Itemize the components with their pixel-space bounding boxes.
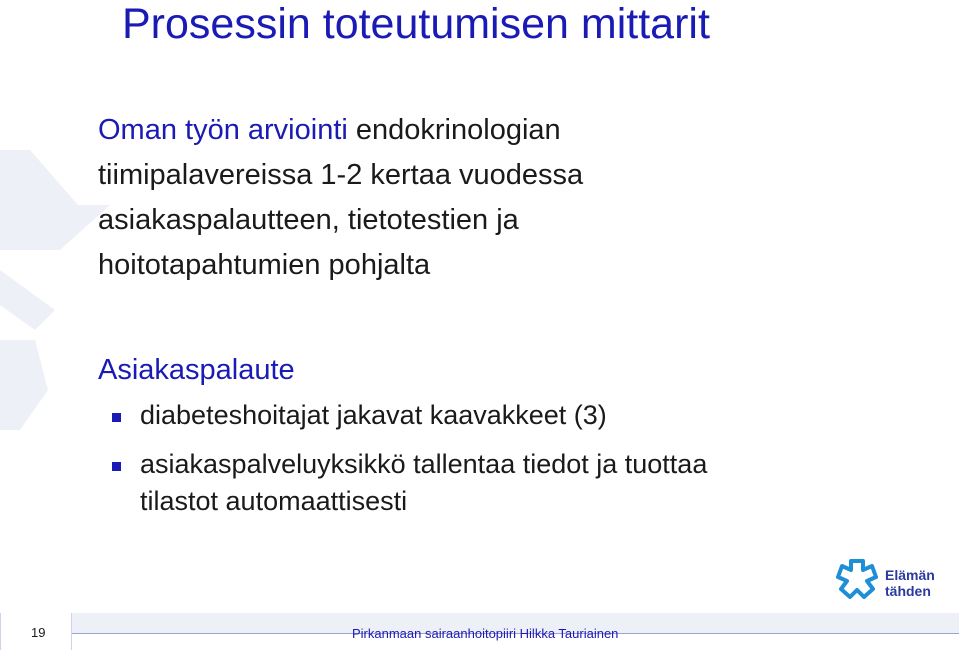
bullet-line: tilastot automaattisesti: [140, 486, 408, 516]
logo-line: Elämän: [885, 567, 935, 583]
footer: [0, 613, 959, 650]
bullet-list: [106, 397, 707, 532]
bullet-item: [106, 446, 707, 520]
footer-credit: [352, 626, 618, 641]
intro-paragraph: [98, 108, 583, 288]
bullet-item: [106, 397, 707, 434]
intro-highlight: Oman työn arviointi: [98, 114, 348, 146]
square-bullet-icon: [112, 413, 121, 422]
page-number: 19: [31, 625, 46, 640]
bullet-line: diabeteshoitajat jakavat kaavakkeet (3): [140, 400, 607, 430]
logo-text: [885, 567, 935, 599]
bullet-line: asiakaspalveluyksikkö tallentaa tiedot ja tuottaa: [140, 449, 708, 479]
intro-line: hoitotapahtumien pohjalta: [98, 249, 431, 281]
intro-line: [98, 108, 583, 153]
square-bullet-icon: [112, 462, 121, 471]
footer-org: Pirkanmaan sairaanhoitopiiri: [352, 626, 517, 641]
subheading: Asiakaspalaute: [98, 354, 295, 386]
elaman-tahden-logo: [832, 555, 944, 605]
intro-line: tiimipalavereissa 1-2 kertaa vuodessa: [98, 159, 584, 191]
cross-logo-icon: [834, 557, 880, 603]
intro-rest: endokrinologian: [347, 114, 561, 146]
logo-line: tähden: [885, 583, 931, 599]
footer-author: Hilkka Tauriainen: [519, 626, 619, 641]
page-number-box: [0, 613, 72, 650]
intro-line: asiakaspalautteen, tietotestien ja: [98, 204, 519, 236]
slide-title: Prosessin toteutumisen mittarit: [122, 0, 710, 48]
